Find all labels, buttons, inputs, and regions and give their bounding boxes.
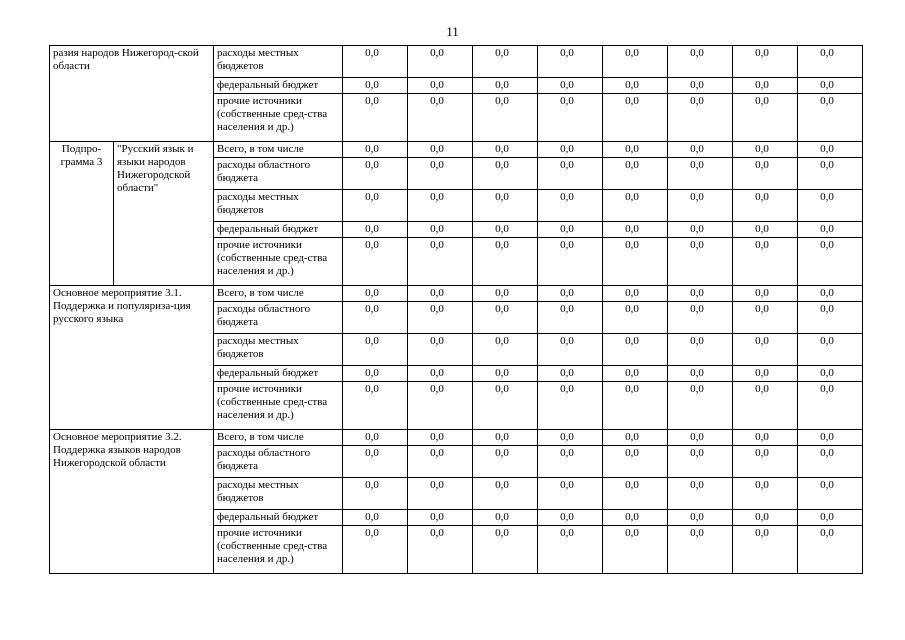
measure-name: Основное мероприятие 3.2. Поддержка языков народов Нижегородской области — [50, 430, 214, 574]
value-cell: 0,0 — [733, 238, 798, 286]
value-cell: 0,0 — [603, 478, 668, 510]
value-cell: 0,0 — [733, 366, 798, 382]
value-cell: 0,0 — [408, 238, 473, 286]
value-cell: 0,0 — [668, 94, 733, 142]
value-cell: 0,0 — [343, 366, 408, 382]
value-cell: 0,0 — [343, 238, 408, 286]
value-cell: 0,0 — [668, 142, 733, 158]
value-cell: 0,0 — [603, 446, 668, 478]
value-cell: 0,0 — [668, 238, 733, 286]
value-cell: 0,0 — [538, 158, 603, 190]
value-cell: 0,0 — [473, 222, 538, 238]
value-cell: 0,0 — [798, 366, 863, 382]
value-cell: 0,0 — [798, 158, 863, 190]
value-cell: 0,0 — [343, 478, 408, 510]
value-cell: 0,0 — [343, 46, 408, 78]
value-cell: 0,0 — [668, 302, 733, 334]
value-cell: 0,0 — [343, 510, 408, 526]
value-cell: 0,0 — [343, 222, 408, 238]
funding-source-cell: расходы местных бюджетов — [214, 190, 343, 222]
value-cell: 0,0 — [408, 446, 473, 478]
value-cell: 0,0 — [798, 94, 863, 142]
value-cell: 0,0 — [668, 430, 733, 446]
value-cell: 0,0 — [733, 446, 798, 478]
table-body — [50, 46, 863, 574]
value-cell: 0,0 — [603, 46, 668, 78]
value-cell: 0,0 — [538, 366, 603, 382]
value-cell: 0,0 — [733, 334, 798, 366]
value-cell: 0,0 — [408, 158, 473, 190]
value-cell: 0,0 — [798, 222, 863, 238]
value-cell: 0,0 — [798, 78, 863, 94]
funding-source-cell: расходы местных бюджетов — [214, 478, 343, 510]
value-cell: 0,0 — [343, 94, 408, 142]
value-cell: 0,0 — [603, 430, 668, 446]
value-cell: 0,0 — [343, 142, 408, 158]
table-row — [50, 46, 863, 78]
value-cell: 0,0 — [668, 190, 733, 222]
funding-source-cell: федеральный бюджет — [214, 222, 343, 238]
value-cell: 0,0 — [473, 366, 538, 382]
value-cell: 0,0 — [603, 334, 668, 366]
value-cell: 0,0 — [538, 382, 603, 430]
value-cell: 0,0 — [798, 430, 863, 446]
value-cell: 0,0 — [733, 510, 798, 526]
value-cell: 0,0 — [473, 78, 538, 94]
value-cell: 0,0 — [798, 446, 863, 478]
value-cell: 0,0 — [603, 78, 668, 94]
value-cell: 0,0 — [603, 238, 668, 286]
value-cell: 0,0 — [538, 510, 603, 526]
value-cell: 0,0 — [538, 286, 603, 302]
value-cell: 0,0 — [538, 526, 603, 574]
value-cell: 0,0 — [668, 222, 733, 238]
value-cell: 0,0 — [408, 510, 473, 526]
value-cell: 0,0 — [733, 430, 798, 446]
value-cell: 0,0 — [603, 526, 668, 574]
value-cell: 0,0 — [668, 446, 733, 478]
measure-name: разия народов Нижегород-ской области — [50, 46, 214, 142]
measure-name: Основное мероприятие 3.1. Поддержка и популяриза-ция русского языка — [50, 286, 214, 430]
program-label: Подпро-грамма 3 — [50, 142, 114, 286]
value-cell: 0,0 — [798, 334, 863, 366]
value-cell: 0,0 — [538, 334, 603, 366]
value-cell: 0,0 — [798, 46, 863, 78]
page-number: 11 — [446, 24, 459, 39]
value-cell: 0,0 — [798, 510, 863, 526]
value-cell: 0,0 — [473, 334, 538, 366]
value-cell: 0,0 — [538, 222, 603, 238]
value-cell: 0,0 — [798, 142, 863, 158]
value-cell: 0,0 — [343, 302, 408, 334]
value-cell: 0,0 — [733, 94, 798, 142]
value-cell: 0,0 — [343, 382, 408, 430]
value-cell: 0,0 — [408, 302, 473, 334]
funding-source-cell: расходы местных бюджетов — [214, 46, 343, 78]
value-cell: 0,0 — [733, 478, 798, 510]
value-cell: 0,0 — [408, 286, 473, 302]
value-cell: 0,0 — [668, 478, 733, 510]
value-cell: 0,0 — [343, 78, 408, 94]
value-cell: 0,0 — [408, 78, 473, 94]
value-cell: 0,0 — [343, 158, 408, 190]
value-cell: 0,0 — [473, 158, 538, 190]
value-cell: 0,0 — [603, 510, 668, 526]
value-cell: 0,0 — [538, 238, 603, 286]
value-cell: 0,0 — [733, 78, 798, 94]
value-cell: 0,0 — [408, 526, 473, 574]
funding-source-cell: прочие источники (собственные сред-ства населения и др.) — [214, 526, 343, 574]
table-row — [50, 430, 863, 446]
value-cell: 0,0 — [408, 142, 473, 158]
value-cell: 0,0 — [668, 78, 733, 94]
value-cell: 0,0 — [538, 478, 603, 510]
funding-source-cell: Всего, в том числе — [214, 430, 343, 446]
funding-source-cell: расходы областного бюджета — [214, 446, 343, 478]
value-cell: 0,0 — [408, 334, 473, 366]
value-cell: 0,0 — [408, 382, 473, 430]
value-cell: 0,0 — [798, 190, 863, 222]
funding-source-cell: расходы областного бюджета — [214, 158, 343, 190]
value-cell: 0,0 — [343, 430, 408, 446]
value-cell: 0,0 — [473, 510, 538, 526]
funding-source-cell: Всего, в том числе — [214, 286, 343, 302]
value-cell: 0,0 — [473, 46, 538, 78]
value-cell: 0,0 — [798, 382, 863, 430]
program-name: "Русский язык и языки народов Нижегородской области" — [114, 142, 214, 286]
value-cell: 0,0 — [733, 222, 798, 238]
value-cell: 0,0 — [473, 94, 538, 142]
funding-source-cell: расходы областного бюджета — [214, 302, 343, 334]
funding-source-cell: расходы местных бюджетов — [214, 334, 343, 366]
budget-table — [49, 45, 863, 574]
value-cell: 0,0 — [343, 286, 408, 302]
value-cell: 0,0 — [668, 334, 733, 366]
value-cell: 0,0 — [798, 302, 863, 334]
value-cell: 0,0 — [733, 302, 798, 334]
value-cell: 0,0 — [538, 190, 603, 222]
value-cell: 0,0 — [343, 334, 408, 366]
value-cell: 0,0 — [733, 142, 798, 158]
value-cell: 0,0 — [408, 430, 473, 446]
value-cell: 0,0 — [473, 430, 538, 446]
value-cell: 0,0 — [538, 430, 603, 446]
value-cell: 0,0 — [538, 94, 603, 142]
value-cell: 0,0 — [603, 190, 668, 222]
value-cell: 0,0 — [473, 238, 538, 286]
value-cell: 0,0 — [668, 286, 733, 302]
value-cell: 0,0 — [343, 190, 408, 222]
value-cell: 0,0 — [733, 190, 798, 222]
value-cell: 0,0 — [538, 142, 603, 158]
value-cell: 0,0 — [668, 158, 733, 190]
value-cell: 0,0 — [408, 46, 473, 78]
funding-source-cell: федеральный бюджет — [214, 78, 343, 94]
value-cell: 0,0 — [408, 478, 473, 510]
value-cell: 0,0 — [668, 382, 733, 430]
funding-source-cell: прочие источники (собственные сред-ства населения и др.) — [214, 382, 343, 430]
value-cell: 0,0 — [473, 286, 538, 302]
value-cell: 0,0 — [408, 366, 473, 382]
value-cell: 0,0 — [538, 446, 603, 478]
value-cell: 0,0 — [538, 78, 603, 94]
funding-source-cell: прочие источники (собственные сред-ства населения и др.) — [214, 238, 343, 286]
value-cell: 0,0 — [798, 478, 863, 510]
funding-source-cell: прочие источники (собственные сред-ства населения и др.) — [214, 94, 343, 142]
value-cell: 0,0 — [538, 302, 603, 334]
value-cell: 0,0 — [408, 222, 473, 238]
value-cell: 0,0 — [473, 446, 538, 478]
value-cell: 0,0 — [733, 526, 798, 574]
value-cell: 0,0 — [668, 510, 733, 526]
value-cell: 0,0 — [668, 46, 733, 78]
table-row — [50, 286, 863, 302]
value-cell: 0,0 — [798, 526, 863, 574]
value-cell: 0,0 — [603, 382, 668, 430]
value-cell: 0,0 — [733, 46, 798, 78]
value-cell: 0,0 — [473, 382, 538, 430]
value-cell: 0,0 — [668, 366, 733, 382]
funding-source-cell: Всего, в том числе — [214, 142, 343, 158]
funding-source-cell: федеральный бюджет — [214, 366, 343, 382]
value-cell: 0,0 — [473, 302, 538, 334]
value-cell: 0,0 — [408, 94, 473, 142]
value-cell: 0,0 — [733, 382, 798, 430]
value-cell: 0,0 — [473, 142, 538, 158]
table-row — [50, 142, 863, 158]
value-cell: 0,0 — [473, 478, 538, 510]
value-cell: 0,0 — [603, 286, 668, 302]
value-cell: 0,0 — [343, 526, 408, 574]
value-cell: 0,0 — [733, 286, 798, 302]
value-cell: 0,0 — [798, 238, 863, 286]
value-cell: 0,0 — [603, 142, 668, 158]
value-cell: 0,0 — [603, 158, 668, 190]
value-cell: 0,0 — [668, 526, 733, 574]
value-cell: 0,0 — [603, 222, 668, 238]
value-cell: 0,0 — [798, 286, 863, 302]
value-cell: 0,0 — [603, 94, 668, 142]
value-cell: 0,0 — [473, 190, 538, 222]
funding-source-cell: федеральный бюджет — [214, 510, 343, 526]
value-cell: 0,0 — [343, 446, 408, 478]
value-cell: 0,0 — [603, 366, 668, 382]
value-cell: 0,0 — [473, 526, 538, 574]
value-cell: 0,0 — [538, 46, 603, 78]
value-cell: 0,0 — [733, 158, 798, 190]
value-cell: 0,0 — [408, 190, 473, 222]
value-cell: 0,0 — [603, 302, 668, 334]
